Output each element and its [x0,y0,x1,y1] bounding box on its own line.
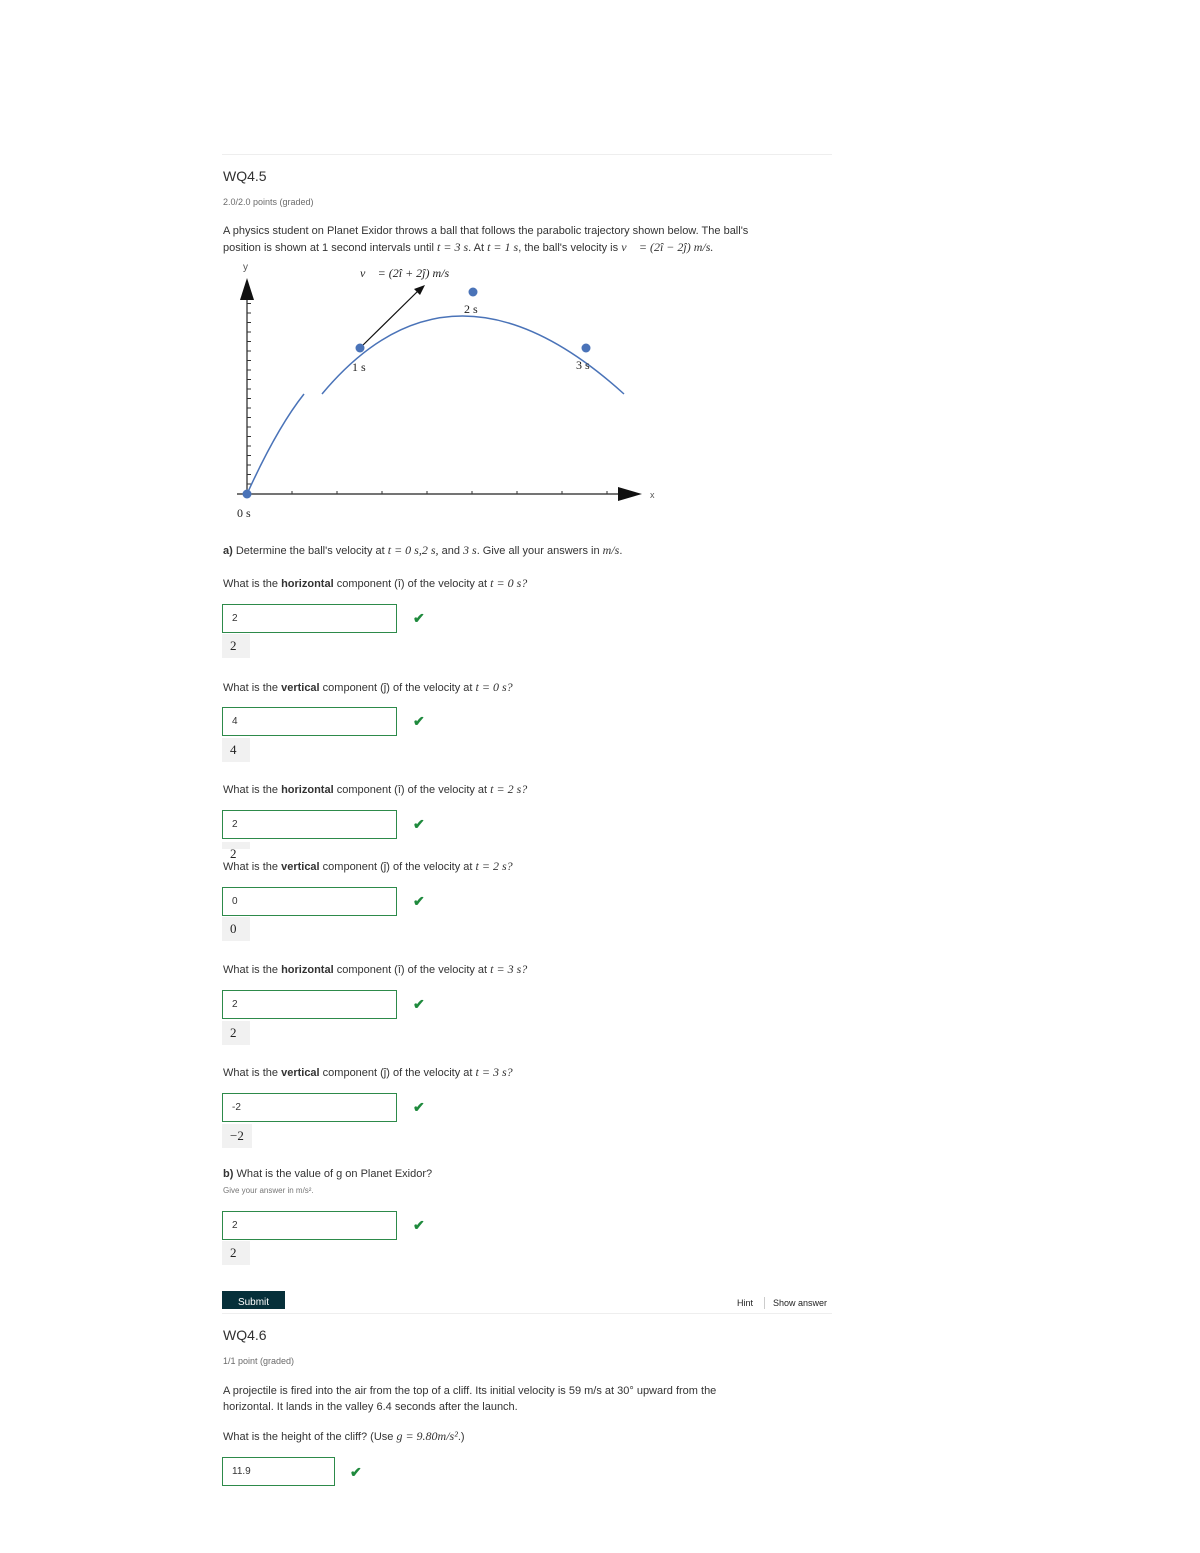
part-a-math-times: t = 0 s,2 s, [387,543,439,557]
hint-divider [764,1297,765,1309]
answer-preview-1: 2 [222,634,250,658]
part-a-label: a) [223,545,233,557]
problem2-title: WQ4.6 [223,1327,267,1343]
question-text: component (î) of the velocity at [333,964,491,976]
problem2-answer-input[interactable]: 11.9 [222,1457,335,1486]
answer-preview-5: 2 [222,1021,250,1045]
question-math: t = 3 s? [475,1065,513,1079]
correct-check-icon: ✔ [413,816,425,832]
hint-button[interactable]: Hint [737,1298,754,1308]
answer-input-5[interactable]: 2 [222,990,397,1019]
point-label-0s: 0 s [237,506,251,520]
answer-preview-6: −2 [222,1124,252,1148]
point-label-2s: 2 s [464,302,478,316]
problem-divider [222,1313,832,1314]
part-b-subtext: Give your answer in m/s². [223,1186,314,1195]
problem2-question [223,1429,465,1444]
question-bold: vertical [281,861,320,873]
problem2-intro-line-2: horizontal. It lands in the valley 6.4 seconds after the launch. [223,1401,518,1413]
velocity-label: v⃗ = (2î + 2ĵ) m/s [360,266,450,280]
question-text: What is the [223,861,282,873]
answer-input-3[interactable]: 2 [222,810,397,839]
part-a-math-units: m/s [602,543,620,557]
trajectory-curve-lower [247,394,304,494]
point-label-1s: 1 s [352,360,366,374]
question-text: What is the [223,1067,282,1079]
question-text: component (ĵ) of the velocity at [319,682,476,694]
intro-text: . At [468,242,485,254]
y-axis-arrow [240,278,254,300]
correct-check-icon: ✔ [413,1099,425,1115]
question-5 [223,962,527,977]
trajectory-curve-upper [322,316,624,394]
part-a-text-and: and [441,545,460,557]
point-2s [469,288,478,297]
problem2-intro [223,1383,843,1413]
question-text: component (î) of the velocity at [333,578,491,590]
point-0s [243,490,252,499]
problem2-points: 1/1 point (graded) [223,1356,295,1366]
question-math: t = 2 s? [490,782,528,796]
question-text: component (î) of the velocity at [333,784,491,796]
correct-check-icon: ✔ [413,996,425,1012]
part-b-label: b) [223,1168,234,1180]
y-axis-ticks [247,304,251,485]
answer-input-6[interactable]: -2 [222,1093,397,1122]
part-b-prompt [223,1168,432,1180]
problem-points: 2.0/2.0 points (graded) [223,197,314,207]
correct-check-icon: ✔ [350,1464,362,1480]
answer-input-4[interactable]: 0 [222,887,397,916]
question-6 [223,1065,513,1080]
answer-input-2[interactable]: 4 [222,707,397,736]
answer-preview-4: 0 [222,917,250,941]
intro-text: , the ball's velocity is [518,242,619,254]
question-math: t = 3 s? [490,962,528,976]
question-text: component (ĵ) of the velocity at [319,1067,476,1079]
answer-preview-g: 2 [222,1241,250,1265]
question-bold: horizontal [281,578,334,590]
problem-intro [223,223,843,256]
trajectory-figure [222,258,672,528]
answer-preview-3: 2 [222,842,250,849]
problem2-question-text: What is the height of the cliff? (Use [223,1431,394,1443]
answer-input-1[interactable]: 2 [222,604,397,633]
intro-line-2 [223,239,843,256]
question-1 [223,576,527,591]
part-a-text-tail: . Give all your answers in [476,545,600,557]
correct-check-icon: ✔ [413,893,425,909]
part-a-prompt: a) Determine the ball's velocity at t = 0 s,2 s, and 3 s. Give all your answers in m/s. [223,543,623,557]
intro-line-1: A physics student on Planet Exidor throws a ball that follows the parabolic trajectory shown below. The ball's [223,225,749,237]
question-4 [223,859,513,874]
part-a-math-t3: 3 s [463,543,477,557]
question-text: What is the [223,784,282,796]
correct-check-icon: ✔ [413,1217,425,1233]
question-math: t = 2 s? [475,859,513,873]
submit-button[interactable]: Submit [222,1291,285,1309]
problem2-question-tail: .) [457,1431,465,1443]
answer-input-g[interactable]: 2 [222,1211,397,1240]
question-2 [223,680,513,695]
question-math: t = 0 s? [490,576,528,590]
question-bold: vertical [281,682,320,694]
top-divider [222,154,832,155]
x-axis-arrow [618,487,642,501]
x-axis-label: x [650,490,655,500]
y-axis-label: y [243,262,248,273]
intro-math-velocity: v⃗ = (2î − 2ĵ) m/s. [621,240,714,254]
question-text: component (ĵ) of the velocity at [319,861,476,873]
intro-text: position is shown at 1 second intervals until [223,242,434,254]
problem2-intro-line-1: A projectile is fired into the air from the top of a cliff. Its initial velocity is 59 m/s at 30° upward from the [223,1385,717,1397]
answer-preview-2: 4 [222,738,250,762]
problem-title: WQ4.5 [223,168,267,184]
question-3 [223,782,527,797]
velocity-vector [360,289,420,348]
question-bold: horizontal [281,784,334,796]
question-bold: horizontal [281,964,334,976]
problem2-question-math: g = 9.80m/s² [396,1429,458,1443]
intro-math-t: t = 3 s [437,240,469,254]
point-3s [582,344,591,353]
correct-check-icon: ✔ [413,713,425,729]
correct-check-icon: ✔ [413,610,425,626]
question-text: What is the [223,964,282,976]
question-text: What is the [223,682,282,694]
question-math: t = 0 s? [475,680,513,694]
show-answer-button[interactable]: Show answer [773,1298,828,1308]
question-bold: vertical [281,1067,320,1079]
point-1s [356,344,365,353]
point-label-3s: 3 s [576,358,590,372]
part-a-text: Determine the ball's velocity at [235,545,385,557]
part-b-text: What is the value of g on Planet Exidor? [236,1168,433,1180]
question-text: What is the [223,578,282,590]
intro-math-t: t = 1 s [487,240,519,254]
